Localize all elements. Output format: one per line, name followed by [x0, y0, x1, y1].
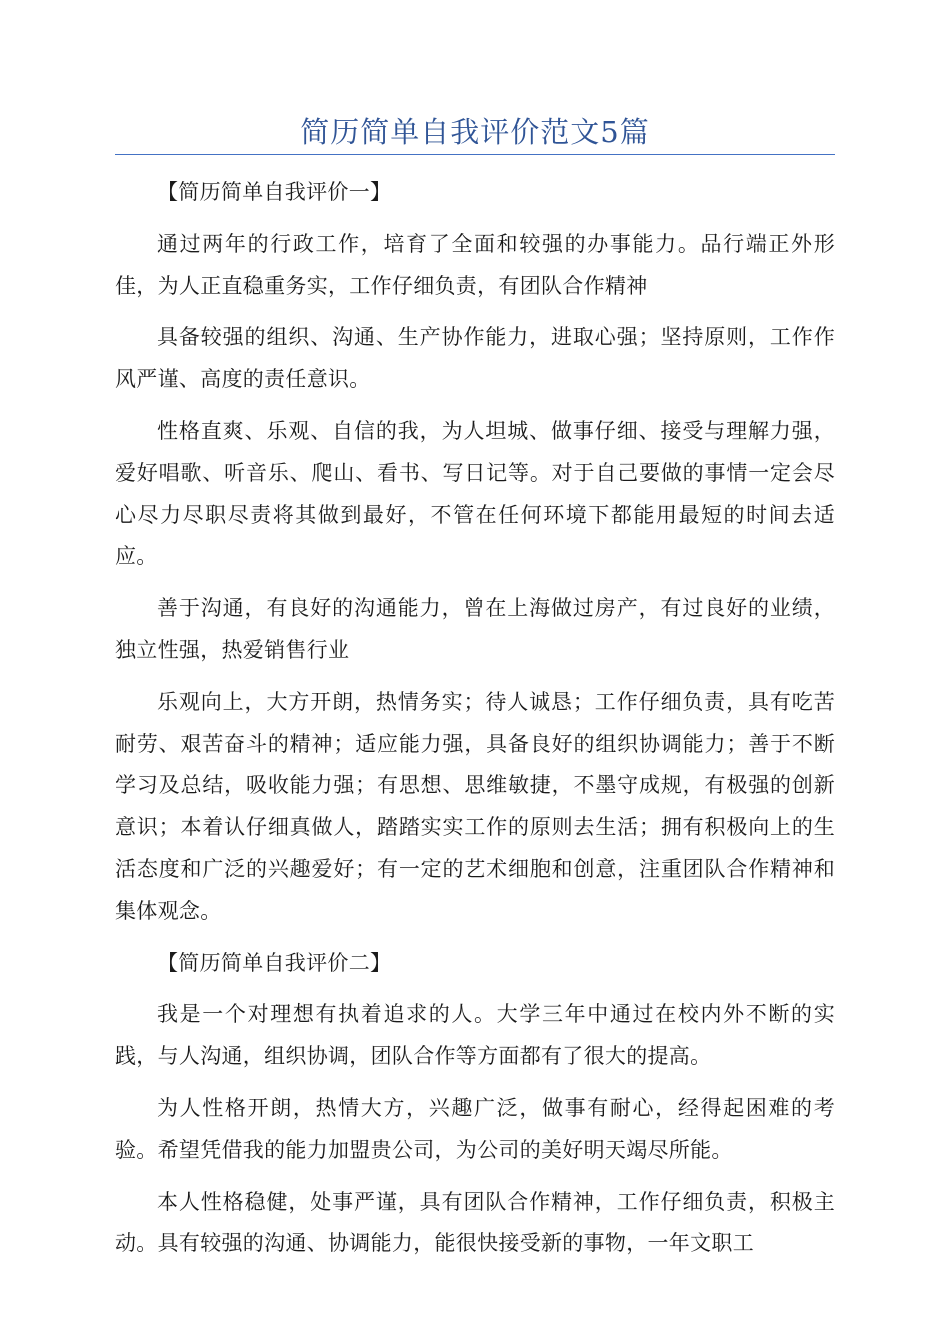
- document-body: [115, 172, 835, 1275]
- paragraph: 通过两年的行政工作，培育了全面和较强的办事能力。品行端正外形佳，为人正直稳重务实，工作仔细负责，有团队合作精神: [115, 231, 835, 298]
- title-underline: [115, 154, 835, 155]
- document-title: 简历简单自我评价范文5篇: [300, 115, 650, 149]
- paragraph: 乐观向上，大方开朗，热情务实；待人诚恳；工作仔细负责，具有吃苦耐劳、艰苦奋斗的精神；适应能力强，具备良好的组织协调能力；善于不断学习及总结，吸收能力强；有思想、思维敏捷，不墨守成规，有极强的创新意识；本着认仔细真做人，踏踏实实工作的原则去生活；拥有积极向上的生活态度和广泛的兴趣爱好；有一定的艺术细胞和创意，注重团队合作精神和集体观念。: [115, 689, 835, 923]
- paragraph: 本人性格稳健，处事严谨，具有团队合作精神，工作仔细负责，积极主动。具有较强的沟通、协调能力，能很快接受新的事物，一年文职工: [115, 1189, 835, 1256]
- paragraph: 性格直爽、乐观、自信的我，为人坦城、做事仔细、接受与理解力强，爱好唱歌、听音乐、爬山、看书、写日记等。对于自己要做的事情一定会尽心尽力尽职尽责将其做到最好，不管在任何环境下都能用最短的时间去适应。: [115, 418, 835, 569]
- section-heading-1: 【简历简单自我评价一】: [157, 180, 392, 204]
- paragraph: 具备较强的组织、沟通、生产协作能力，进取心强；坚持原则，工作作风严谨、高度的责任意识。: [115, 325, 835, 392]
- paragraph: 我是一个对理想有执着追求的人。大学三年中通过在校内外不断的实践，与人沟通，组织协调，团队合作等方面都有了很大的提高。: [115, 1002, 835, 1069]
- paragraph: 善于沟通，有良好的沟通能力，曾在上海做过房产，有过良好的业绩，独立性强，热爱销售行业: [115, 596, 835, 662]
- paragraph: 为人性格开朗，热情大方，兴趣广泛，做事有耐心，经得起困难的考验。希望凭借我的能力加盟贵公司，为公司的美好明天竭尽所能。: [115, 1095, 835, 1162]
- section-heading-2: 【简历简单自我评价二】: [157, 950, 392, 975]
